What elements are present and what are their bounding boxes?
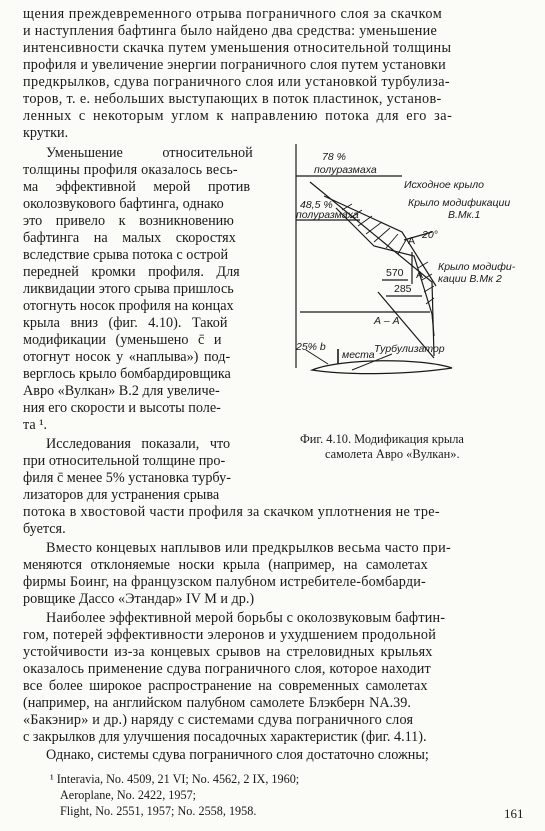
column-line: отогнуть носок профиля на концах bbox=[23, 298, 234, 314]
section-marker: А bbox=[416, 269, 424, 281]
body-line: «Бакэнир» и др.) наряду с системами сдува пограничного слоя bbox=[23, 712, 414, 728]
column-line: та ¹. bbox=[23, 417, 48, 433]
column-line: верглось крыло бомбардировщика bbox=[23, 366, 231, 382]
column-line: толщины профиля оказалось весь- bbox=[23, 162, 238, 178]
dimension-label: 570 bbox=[386, 267, 404, 279]
body-line: меняются отклоняемые носки крыла (например, на самолетах bbox=[23, 557, 428, 573]
figure-caption: Фиг. 4.10. Модификация крыла bbox=[300, 432, 464, 446]
body-line: торов, т. е. небольших выступающих в поток пластинок, установ- bbox=[23, 91, 442, 107]
wing-modification-figure bbox=[282, 136, 522, 408]
column-line: модификации (уменьшено c̄ и bbox=[23, 332, 222, 348]
mod1-label: Крыло модификации bbox=[408, 197, 511, 209]
column-line: передней кромки профиля. Для bbox=[23, 264, 240, 280]
column-line: это привело к возникновению bbox=[23, 213, 234, 229]
mod2-label: Крыло модифи- bbox=[438, 261, 516, 273]
body-line: (например, на английском палубном самолете Блэкберн NA.39. bbox=[23, 695, 411, 711]
body-line: оказалось применение сдува пограничного слоя, которое находит bbox=[23, 661, 431, 677]
semispan48-label: полуразмаха bbox=[296, 209, 359, 221]
column-line: ния его скорости и высоты поле- bbox=[23, 400, 221, 416]
footnote-line: Flight, No. 2551, 1957; No. 2558, 1958. bbox=[60, 804, 257, 818]
figure-caption: самолета Авро «Вулкан». bbox=[325, 447, 460, 461]
body-line: щения преждевременного отрыва пограничного слоя за скачком bbox=[23, 6, 443, 22]
body-line: все более широкое распространение на современных самолетах bbox=[23, 678, 428, 694]
column-line: ликвидации этого срыва пришлось bbox=[23, 281, 234, 297]
page-number: 161 bbox=[504, 806, 524, 821]
body-line: буется. bbox=[23, 521, 66, 537]
footnote-line: ¹ Interavia, No. 4509, 21 VI; No. 4562, 2 IX, 1960; bbox=[50, 772, 300, 786]
semispan78-label: 78 % bbox=[322, 151, 346, 163]
body-line: Однако, системы сдува пограничного слоя достаточно сложны; bbox=[46, 747, 429, 763]
body-line: с закрылков для улучшения посадочных характеристик (фиг. 4.11). bbox=[23, 729, 427, 745]
column-line: околозвукового бафтинга, однако bbox=[23, 196, 224, 212]
airfoil-section bbox=[312, 361, 452, 374]
column-line: Исследования показали, что bbox=[46, 436, 231, 452]
chord-label: 25% b bbox=[296, 341, 326, 353]
body-line: интенсивности скачка путем уменьшения относительной толщины bbox=[23, 40, 452, 56]
body-line: устойчивости из-за концевых срывов на стреловидных крыльях bbox=[23, 644, 433, 660]
section-marker: А bbox=[408, 235, 416, 247]
body-line: ленных с некоторым углом к направлению потока для его за- bbox=[23, 108, 453, 124]
column-line: вследствие срыва потока с острой bbox=[23, 247, 229, 263]
body-line: фирмы Боинг, на французском палубном истребителе-бомбарди- bbox=[23, 574, 426, 590]
section-aa-label: А – А bbox=[374, 315, 400, 327]
place-label: места bbox=[342, 349, 375, 361]
body-line: Вместо концевых наплывов или предкрылков весьма часто при- bbox=[46, 540, 451, 556]
turbulizer-label: Турбулизатор bbox=[374, 343, 445, 355]
body-line: предкрылков, сдува пограничного слоя или установкой турбулиза- bbox=[23, 74, 451, 90]
column-line: Уменьшение относительной bbox=[46, 145, 253, 161]
body-line: гом, потерей эффективности элеронов и ухудшением продольной bbox=[23, 627, 437, 643]
column-line: крыла вниз (фиг. 4.10). Такой bbox=[23, 315, 228, 331]
body-line: Наиболее эффективной мерой борьбы с околозвуковым бафтин- bbox=[46, 610, 446, 626]
column-line: бафтинга на малых скоростях bbox=[23, 230, 236, 246]
column-line: отогнут носок у «наплыва») под- bbox=[23, 349, 231, 365]
mod1-label: В.Мк.1 bbox=[448, 209, 481, 221]
body-line: потока в хвостовой части профиля за скачком уплотнения не тре- bbox=[23, 504, 440, 520]
original-wing-label: Исходное крыло bbox=[404, 179, 484, 191]
column-line: филя c̄ менее 5% установка турбу- bbox=[23, 470, 231, 486]
column-line: при относительной толщине про- bbox=[23, 453, 226, 469]
body-line: ровщике Дассо «Этандар» IV М и др.) bbox=[23, 591, 255, 607]
column-line: лизаторов для устранения срыва bbox=[23, 487, 220, 503]
semispan48-label: 48,5 % bbox=[300, 199, 333, 211]
dimension-label: 285 bbox=[394, 283, 412, 295]
column-line: ма эффективной мерой против bbox=[23, 179, 251, 195]
body-line: и наступления бафтинга было найдено два средства: уменьшение bbox=[23, 23, 438, 39]
column-line: Авро «Вулкан» В.2 для увеличе- bbox=[23, 383, 220, 399]
angle-label: 20° bbox=[422, 229, 438, 241]
mod2-label: кации В.Мк 2 bbox=[438, 273, 502, 285]
body-line: крутки. bbox=[23, 125, 69, 141]
semispan78-label: полуразмаха bbox=[314, 164, 377, 176]
footnote-line: Aeroplane, No. 2422, 1957; bbox=[60, 788, 197, 802]
body-line: профиля и увеличение энергии пограничного слоя путем установки bbox=[23, 57, 446, 73]
